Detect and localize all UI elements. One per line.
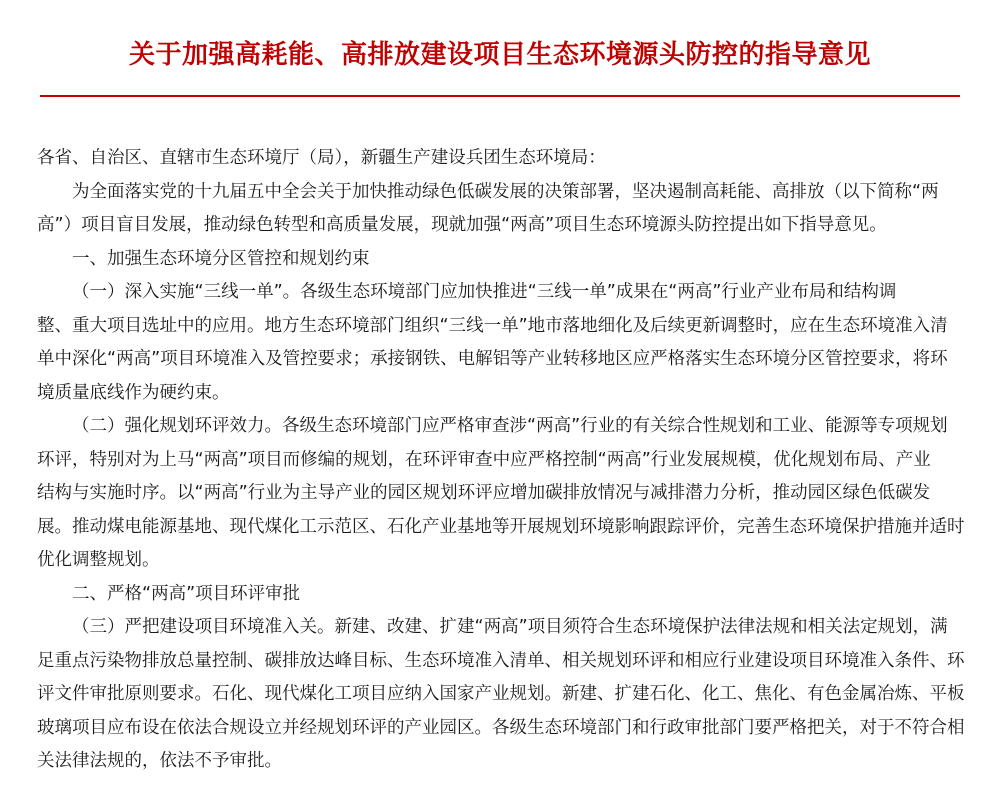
paragraph-2-line: （二）强化规划环评效力。各级生态环境部门应严格审查涉“两高”行业的有关综合性规划和工业、能源等专项规划	[72, 416, 948, 436]
paragraph-3-line: 足重点污染物排放总量控制、碳排放达峰目标、生态环境准入清单、相关规划环评和相应行业建设项目环境准入条件、环	[37, 650, 965, 671]
paragraph-3-line: （三）严把建设项目环境准入关。新建、改建、扩建“两高”项目须符合生态环境保护法律法规和相关法定规划，满	[72, 617, 948, 637]
paragraph-1-line: 整、重大项目选址中的应用。地方生态环境部门组织“三线一单”地市落地细化及后续更新调整时，应在生态环境准入清	[37, 315, 948, 336]
section-heading-2: 二、严格“两高”项目环评审批	[72, 583, 301, 604]
paragraph-3-line: 关法律法规的，依法不予审批。	[37, 751, 282, 771]
paragraph-intro-line: 为全面落实党的十九届五中全会关于加快推动绿色低碳发展的决策部署，坚决遏制高耗能、高排放（以下简称“两	[72, 181, 939, 202]
title-divider	[40, 95, 960, 97]
paragraph-2-line: 展。推动煤电能源基地、现代煤化工示范区、石化产业基地等开展规划环境影响跟踪评价，完善生态环境保护措施并适时	[37, 516, 965, 537]
paragraph-1-line: 境质量底线作为硬约束。	[37, 382, 230, 403]
paragraph-2-line: 结构与实施时序。以“两高”行业为主导产业的园区规划环评应增加碳排放情况与减排潜力分析，推动园区绿色低碳发	[37, 483, 931, 503]
paragraph-2-line: 优化调整规划。	[37, 550, 160, 570]
paragraph-3-line: 玻璃项目应布设在依法合规设立并经规划环评的产业园区。各级生态环境部门和行政审批部门要严格把关，对于不符合相	[37, 717, 965, 738]
paragraph-1-line: （一）深入实施“三线一单”。各级生态环境部门应加快推进“三线一单”成果在“两高”行业产业布局和结构调	[72, 282, 897, 302]
paragraph-1-line: 单中深化“两高”项目环境准入及管控要求；承接钢铁、电解铝等产业转移地区应严格落实生态环境分区管控要求，将环	[37, 349, 948, 369]
paragraph-intro-line: 高”）项目盲目发展，推动绿色转型和高质量发展，现就加强“两高”项目生态环境源头防控提出如下指导意见。	[37, 215, 887, 235]
document-title: 关于加强高耗能、高排放建设项目生态环境源头防控的指导意见	[128, 40, 871, 70]
paragraph-2-line: 环评，特别对为上马“两高”项目而修编的规划，在环评审查中应严格控制“两高”行业发展规模，优化规划布局、产业	[37, 449, 931, 470]
document-body	[37, 142, 967, 779]
salutation-line: 各省、自治区、直辖市生态环境厅（局），新疆生产建设兵团生态环境局：	[37, 148, 606, 168]
paragraph-3-line: 评文件审批原则要求。石化、现代煤化工项目应纳入国家产业规划。新建、扩建石化、化工、焦化、有色金属冶炼、平板	[37, 684, 965, 704]
section-heading-1: 一、加强生态环境分区管控和规划约束	[72, 248, 370, 269]
